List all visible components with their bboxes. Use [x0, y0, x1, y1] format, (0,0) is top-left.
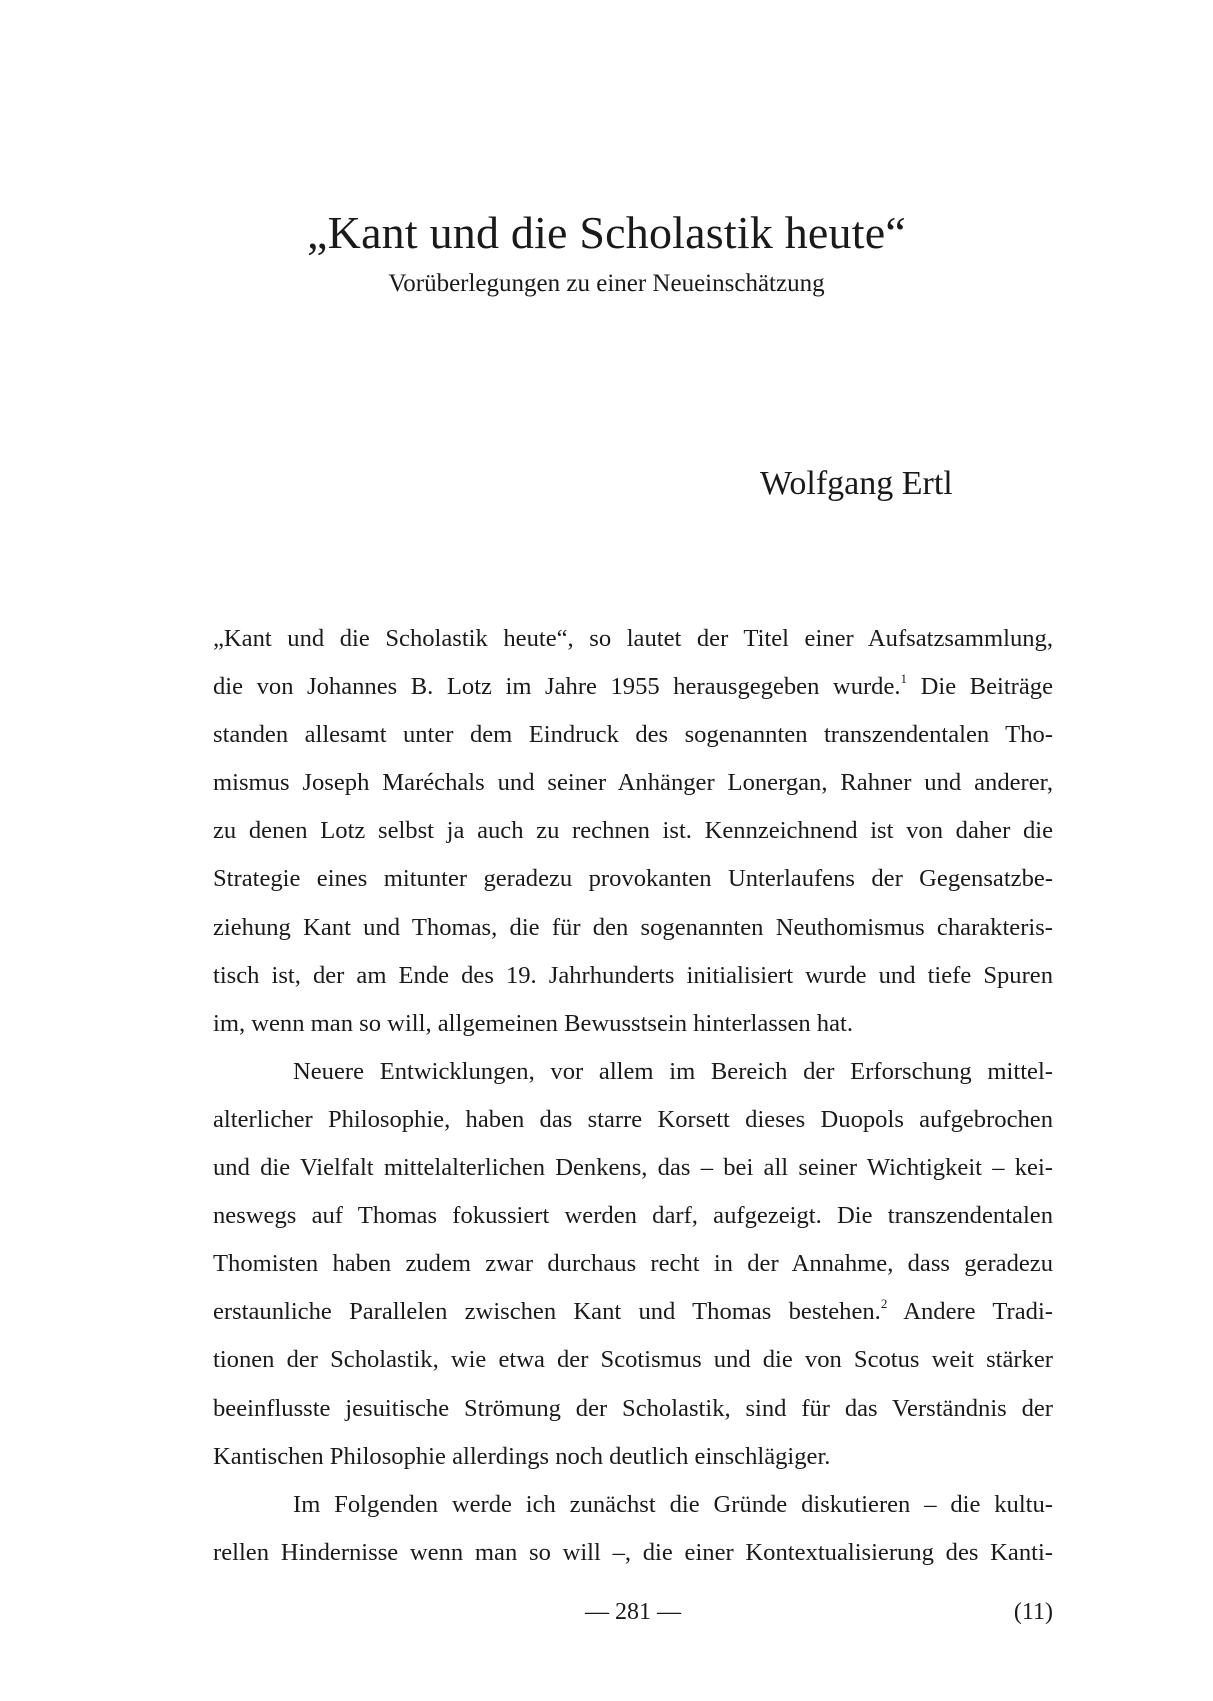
text-line	[213, 663, 1053, 711]
footnote-marker-2[interactable]: 2	[880, 1296, 888, 1312]
text-line: zu denen Lotz selbst ja auch zu rechnen ist. Kennzeichnend ist von daher die	[213, 817, 1053, 845]
text-line: mismus Joseph Maréchals und seiner Anhänger Lonergan, Rahner und anderer,	[213, 769, 1053, 797]
text-span: Die Beiträge	[907, 673, 1053, 701]
footnote-marker-1[interactable]: 1	[900, 671, 908, 687]
text-line: tionen der Scholastik, wie etwa der Scotismus und die von Scotus weit stärker	[213, 1346, 1053, 1374]
text-span: Andere Tradi-	[887, 1298, 1053, 1326]
page-number: — 281 —	[585, 1599, 681, 1625]
body-text	[213, 615, 1053, 1577]
text-line: neswegs auf Thomas fokussiert werden darf, aufgezeigt. Die transzendentalen	[213, 1202, 1053, 1230]
author-name: Wolfgang Ertl	[760, 465, 953, 502]
page-footer	[213, 1595, 1053, 1629]
text-line: rellen Hindernisse wenn man so will –, die einer Kontextualisierung des Kanti-	[213, 1538, 1053, 1566]
text-line: ziehung Kant und Thomas, die für den sogenannten Neuthomismus charakteris-	[213, 913, 1053, 941]
text-line: Im Folgenden werde ich zunächst die Gründe diskutieren – die kultu-	[293, 1490, 1053, 1518]
text-line: standen allesamt unter dem Eindruck des sogenannten transzendentalen Tho-	[213, 721, 1053, 749]
section-number: (11)	[1013, 1599, 1053, 1625]
text-line	[213, 1288, 1053, 1336]
text-line: alterlicher Philosophie, haben das starre Korsett dieses Duopols aufgebrochen	[213, 1105, 1053, 1133]
text-span: erstaunliche Parallelen zwischen Kant und Thomas bestehen.	[213, 1298, 881, 1326]
text-line: „Kant und die Scholastik heute“, so lautet der Titel einer Aufsatzsammlung,	[213, 625, 1053, 652]
text-line: Neuere Entwicklungen, vor allem im Bereich der Erforschung mittel-	[293, 1057, 1053, 1085]
text-line: im, wenn man so will, allgemeinen Bewusstsein hinterlassen hat.	[213, 1009, 854, 1037]
text-line: Kantischen Philosophie allerdings noch deutlich einschlägiger.	[213, 1442, 831, 1470]
text-line: beeinflusste jesuitische Strömung der Scholastik, sind für das Verständnis der	[213, 1394, 1053, 1422]
article-subtitle: Vorüberlegungen zu einer Neueinschätzung	[388, 270, 825, 297]
text-line: Strategie eines mitunter geradezu provokanten Unterlaufens der Gegensatzbe-	[213, 865, 1053, 893]
text-span: die von Johannes B. Lotz im Jahre 1955 herausgegeben wurde.	[213, 673, 901, 701]
article-title: „Kant und die Scholastik heute“	[307, 207, 906, 258]
text-line: und die Vielfalt mittelalterlichen Denkens, das – bei all seiner Wichtigkeit – kei-	[213, 1154, 1053, 1182]
text-line: Thomisten haben zudem zwar durchaus recht in der Annahme, dass geradezu	[213, 1250, 1053, 1278]
text-line: tisch ist, der am Ende des 19. Jahrhunderts initialisiert wurde und tiefe Spuren	[213, 961, 1053, 989]
